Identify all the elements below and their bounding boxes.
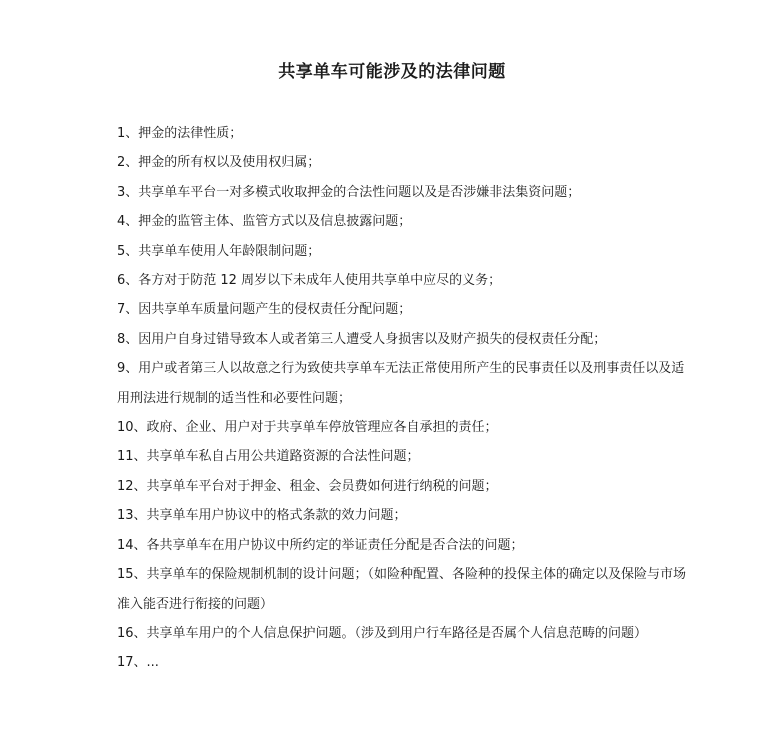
list-item-text: 共享单车平台一对多模式收取押金的合法性问题以及是否涉嫌非法集资问题；	[138, 184, 581, 200]
list-item-number: 7、	[117, 302, 139, 318]
list-item-text: 押金的法律性质；	[138, 126, 243, 141]
list-item-number: 11、	[117, 449, 147, 465]
list-item	[117, 560, 687, 619]
list-item	[117, 325, 687, 354]
list-item-number: 3、	[117, 184, 139, 200]
list-item	[117, 413, 687, 442]
list-item	[117, 178, 687, 207]
list-item-number: 14、	[117, 537, 147, 553]
list-item-number: 13、	[117, 508, 147, 524]
list-item	[117, 501, 687, 530]
list-item-text: 押金的监管主体、监管方式以及信息披露问题；	[138, 214, 412, 230]
list-item-text: 用户或者第三人以故意之行为致使共享单车无法正常使用所产生的民事责任以及刑事责任以及适用刑法进行规制的适当性和必要性问题；	[117, 361, 685, 406]
list-item-text: 共享单车用户的个人信息保护问题。（涉及到用户行车路径是否属个人信息范畴的问题）	[146, 625, 648, 641]
list-item	[117, 531, 687, 560]
list-item-text: 共享单车用户协议中的格式条款的效力问题；	[146, 508, 407, 524]
list-item-number: 8、	[117, 331, 139, 347]
list-item-number: 4、	[117, 214, 139, 230]
list-item	[117, 295, 687, 324]
list-item	[117, 266, 687, 295]
list-item-number: 10、	[117, 420, 147, 436]
list-item-number: 12、	[117, 478, 147, 494]
list-item	[117, 119, 687, 148]
list-item	[117, 442, 687, 471]
list-item	[117, 237, 687, 266]
list-item-text: 各方对于防范 12 周岁以下未成年人使用共享单中应尽的义务；	[138, 273, 502, 289]
list-item-number: 2、	[117, 155, 139, 171]
list-item-text: 共享单车使用人年龄限制问题；	[138, 243, 321, 259]
list-item	[117, 148, 687, 177]
list-item-number: 6、	[117, 273, 139, 289]
list-item-text: 共享单车私自占用公共道路资源的合法性问题；	[146, 449, 420, 465]
list-item-text: ...	[146, 655, 159, 671]
list-item-text: 押金的所有权以及使用权归属；	[138, 155, 321, 171]
list-item	[117, 472, 687, 501]
list-item-number: 15、	[117, 567, 147, 583]
list-item-text: 因共享单车质量问题产生的侵权责任分配问题；	[138, 302, 412, 318]
issue-list	[117, 119, 687, 678]
list-item-text: 政府、企业、用户对于共享单车停放管理应各自承担的责任；	[146, 420, 498, 436]
list-item-number: 17、	[117, 655, 147, 671]
list-item-number: 9、	[117, 361, 139, 377]
list-item	[117, 648, 687, 677]
list-item-number: 1、	[117, 126, 139, 141]
list-item	[117, 207, 687, 236]
list-item-text: 共享单车平台对于押金、租金、会员费如何进行纳税的问题；	[146, 478, 498, 494]
list-item-text: 各共享单车在用户协议中所约定的举证责任分配是否合法的问题；	[146, 537, 524, 553]
list-item-number: 5、	[117, 243, 139, 259]
list-item-number: 16、	[117, 625, 147, 641]
list-item-text: 因用户自身过错导致本人或者第三人遭受人身损害以及财产损失的侵权责任分配；	[138, 331, 607, 347]
list-item	[117, 619, 687, 648]
document-title: 共享单车可能涉及的法律问题	[278, 62, 506, 82]
list-item-text: 共享单车的保险规制机制的设计问题；（如险种配置、各险种的投保主体的确定以及保险与市场准入能否进行衔接的问题）	[117, 567, 687, 612]
list-item	[117, 354, 687, 413]
